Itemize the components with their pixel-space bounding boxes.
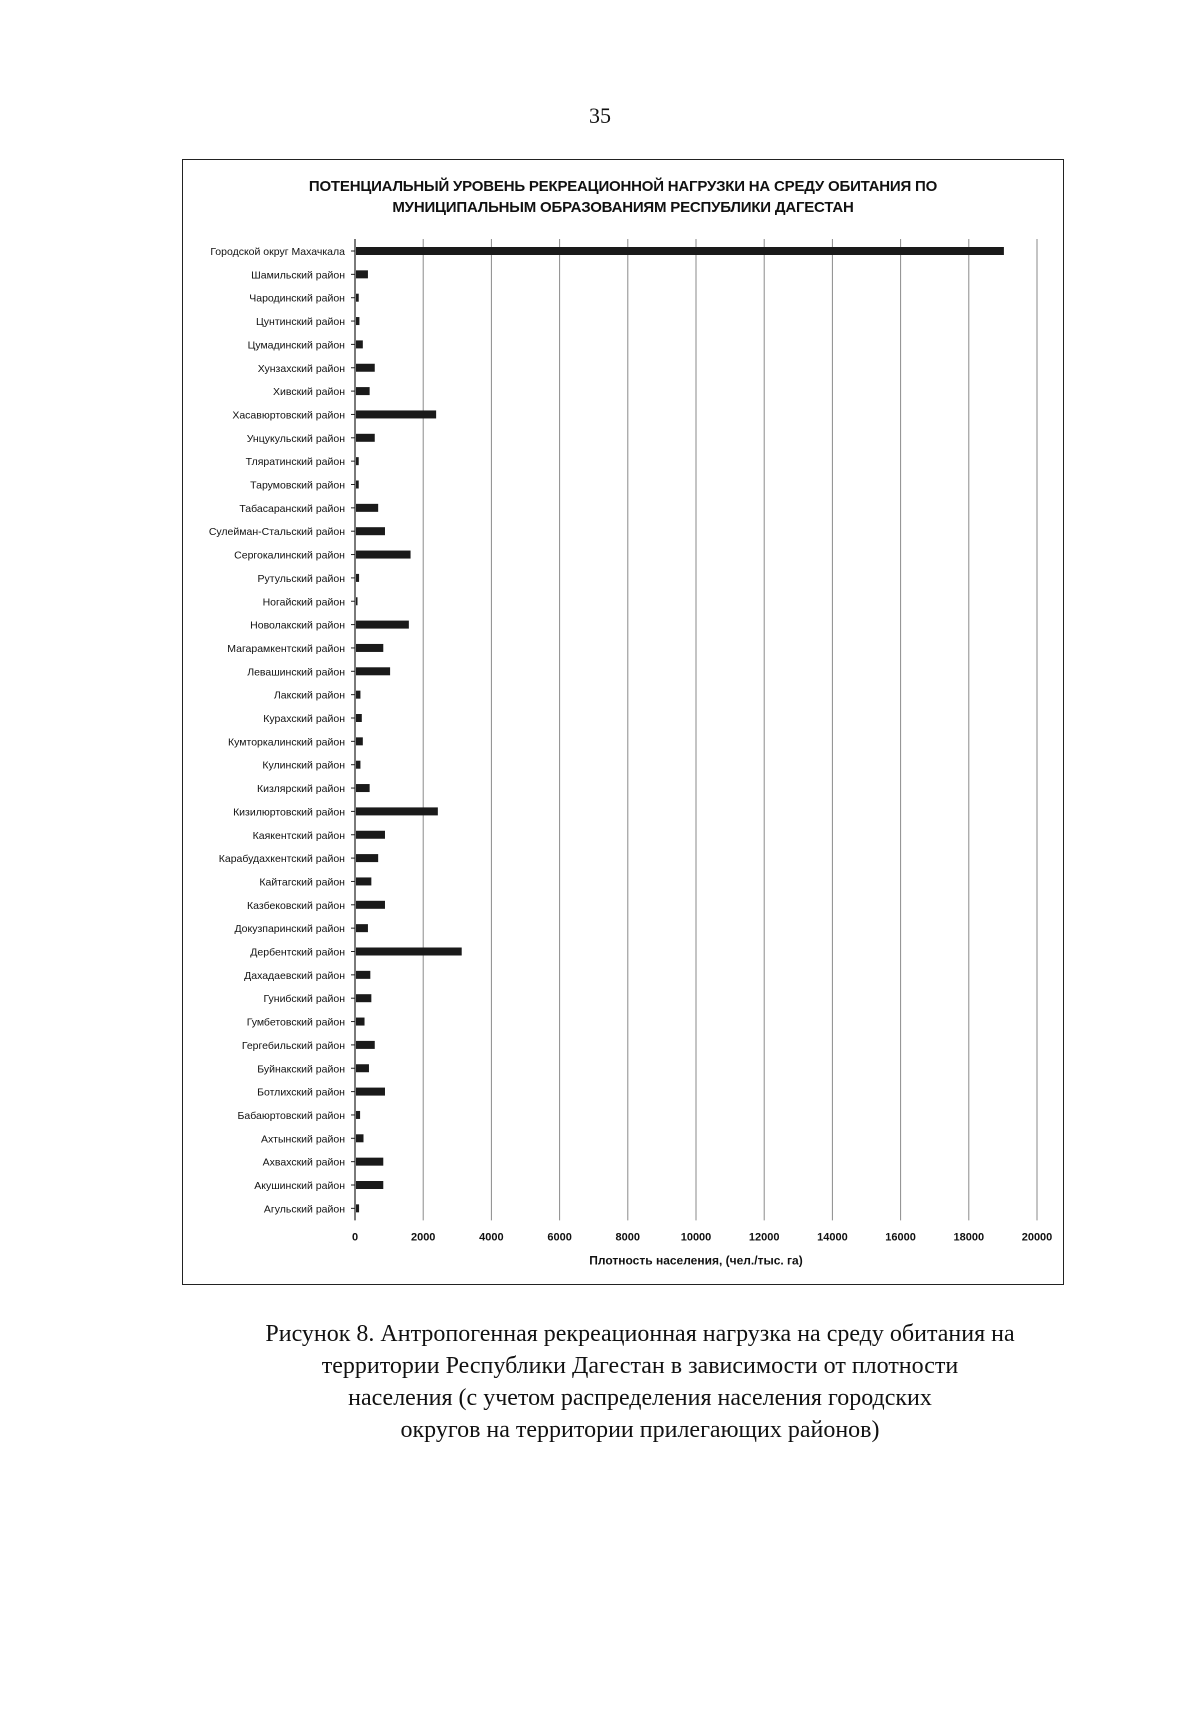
category-label: Гунибский район: [263, 993, 345, 1006]
category-label: Тляратинский район: [245, 456, 345, 469]
bar: [356, 294, 359, 302]
bar: [356, 831, 385, 839]
category-label: Ахтынский район: [261, 1133, 345, 1146]
bar: [356, 1158, 383, 1166]
category-label: Тарумовский район: [250, 479, 345, 492]
category-label: Бабаюртовский район: [237, 1109, 345, 1122]
bar: [356, 527, 385, 535]
category-label: Агульский район: [263, 1203, 345, 1216]
bar: [356, 1064, 369, 1072]
category-label: Кизилюртовский район: [233, 806, 345, 819]
category-label: Кумторкалинский район: [228, 736, 345, 749]
bar: [356, 807, 438, 815]
category-label: Каякентский район: [252, 829, 345, 842]
bar-chart: [183, 160, 1065, 1286]
bar: [356, 901, 385, 909]
category-label: Кизлярский район: [256, 783, 345, 796]
bar: [356, 434, 375, 442]
category-label: Гумбетовский район: [246, 1016, 345, 1029]
bar: [356, 1204, 359, 1212]
caption-line-2: территории Республики Дагестан в зависимости от плотности: [321, 1353, 959, 1379]
chart-title: ПОТЕНЦИАЛЬНЫЙ УРОВЕНЬ РЕКРЕАЦИОННОЙ НАГРУЗКИ НА СРЕДУ ОБИТАНИЯ ПО МУНИЦИПАЛЬНЫМ ОБРАЗОВАНИЯМ РЕСПУБЛИКИ ДАГЕСТАН: [308, 178, 938, 216]
bar: [356, 481, 359, 489]
category-label: Сулейман-Стальский район: [208, 526, 345, 539]
caption-line-4: округов на территории прилегающих районов): [400, 1417, 880, 1443]
bar: [356, 691, 360, 699]
category-label: Буйнакский район: [257, 1063, 345, 1076]
category-label: Шамильский район: [251, 269, 345, 282]
category-label: Рутульский район: [257, 572, 345, 585]
category-label: Докузпаринский район: [234, 923, 345, 936]
category-label: Чародинский район: [249, 292, 345, 305]
bar: [356, 621, 409, 629]
category-label: Цумадинский район: [247, 339, 345, 352]
category-label: Курахский район: [263, 713, 345, 725]
bar: [356, 247, 1004, 255]
bar: [356, 714, 362, 722]
bar: [356, 667, 390, 675]
bar: [356, 317, 359, 325]
category-label: Ахвахский район: [262, 1156, 345, 1169]
category-label: Хасавюртовский район: [232, 409, 345, 422]
x-axis-title: Плотность населения, (чел./тыс. га): [589, 1253, 803, 1268]
category-label: Лакский район: [273, 689, 345, 702]
bar: [356, 1111, 360, 1119]
category-label: Кайтагский район: [259, 876, 345, 889]
bar: [356, 410, 436, 418]
bar: [356, 877, 371, 885]
category-label: Казбековский район: [247, 899, 345, 912]
x-tick-label: 16000: [885, 1231, 916, 1244]
bar: [356, 364, 375, 372]
bar: [356, 270, 368, 278]
bar: [356, 457, 359, 465]
bar: [356, 924, 368, 932]
bar: [356, 551, 411, 559]
category-label: Дахадаевский район: [244, 969, 345, 982]
x-tick-label: 10000: [680, 1231, 712, 1244]
bar: [356, 784, 370, 792]
category-label: Цунтинский район: [256, 316, 345, 329]
bar: [356, 971, 370, 979]
category-label: Кулинский район: [262, 759, 345, 772]
bar: [356, 1134, 364, 1142]
bar: [356, 1018, 365, 1026]
category-label: Городской округ Махачкала: [210, 246, 345, 258]
category-label: Ногайский район: [262, 596, 345, 609]
bar: [356, 340, 363, 348]
category-label: Акушинский район: [254, 1180, 345, 1192]
bar: [356, 948, 462, 956]
category-label: Сергокалинский район: [234, 549, 345, 562]
x-tick-label: 0: [351, 1231, 359, 1244]
category-label: Левашинский район: [247, 666, 345, 679]
bar: [356, 597, 358, 605]
category-label: Ботлихский район: [257, 1086, 345, 1099]
category-label: Табасаранский район: [239, 502, 345, 515]
caption-line-3: населения (с учетом распределения населения городских: [348, 1385, 932, 1411]
x-tick-label: 2000: [410, 1231, 436, 1244]
category-label: Новолакский район: [250, 619, 345, 632]
x-tick-label: 4000: [479, 1231, 504, 1244]
bar: [356, 504, 378, 512]
category-label: Хивский район: [272, 386, 345, 399]
bar: [356, 737, 363, 745]
x-tick-label: 20000: [1021, 1231, 1053, 1244]
bar: [356, 1088, 385, 1096]
x-tick-label: 12000: [748, 1231, 780, 1244]
chart-frame: [182, 159, 1064, 1285]
x-tick-label: 6000: [547, 1231, 572, 1244]
bar: [356, 644, 383, 652]
figure-caption: [160, 1318, 1120, 1446]
category-label: Хунзахский район: [257, 362, 345, 375]
bar: [356, 1181, 383, 1189]
bar: [356, 854, 378, 862]
bar: [356, 994, 371, 1002]
caption-line-1: Рисунок 8. Антропогенная рекреационная нагрузка на среду обитания на: [265, 1321, 1015, 1347]
page-number: 35: [589, 103, 611, 128]
category-label: Магарамкентский район: [227, 642, 345, 655]
category-label: Карабудахкентский район: [218, 853, 345, 866]
category-label: Унцукульский район: [246, 432, 345, 445]
category-label: Гергебильский район: [241, 1039, 345, 1052]
bar: [356, 387, 370, 395]
bar: [356, 1041, 375, 1049]
bar: [356, 761, 360, 769]
x-tick-label: 18000: [953, 1231, 985, 1244]
bar: [356, 574, 359, 582]
x-tick-label: 14000: [817, 1231, 848, 1244]
category-label: Дербентский район: [250, 946, 345, 959]
x-tick-label: 8000: [615, 1231, 641, 1244]
